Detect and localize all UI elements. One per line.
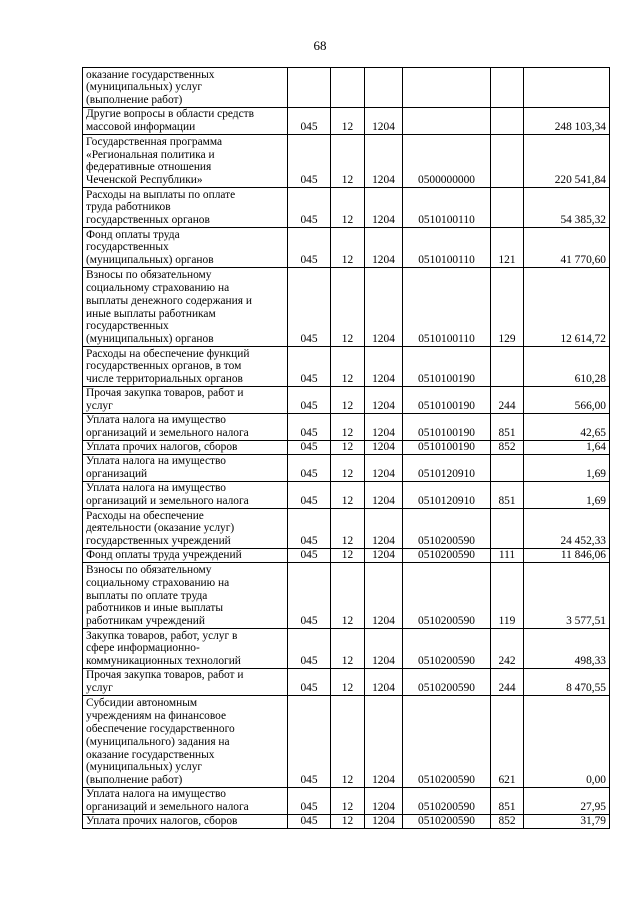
table-row — [83, 347, 610, 387]
section-code-cell: 12 — [331, 815, 365, 829]
section-code-cell: 12 — [331, 788, 365, 815]
item-name-cell: Уплата налога на имущество организаций и земельного налога — [83, 788, 288, 815]
expense-type-cell: 851 — [491, 482, 524, 509]
table-row — [83, 629, 610, 669]
ministry-code-cell: 045 — [288, 696, 331, 788]
subsection-code-cell: 1204 — [365, 696, 403, 788]
section-code-cell: 12 — [331, 482, 365, 509]
section-code-cell: 12 — [331, 549, 365, 563]
item-name-cell: Прочая закупка товаров, работ и услуг — [83, 669, 288, 696]
item-name-cell: Субсидии автономным учреждениям на финансовое обеспечение государственного (муниципального) задания на оказание государственных (муниципальных) услуг (выполнение работ) — [83, 696, 288, 788]
table-row — [83, 228, 610, 268]
item-name-cell: Уплата налога на имущество организаций и земельного налога — [83, 482, 288, 509]
expense-type-cell: 119 — [491, 563, 524, 629]
amount-cell: 8 470,55 — [524, 669, 610, 696]
expense-type-cell: 852 — [491, 441, 524, 455]
expense-type-cell — [491, 347, 524, 387]
table-row — [83, 135, 610, 188]
table-row — [83, 108, 610, 135]
item-name-cell: Уплата налога на имущество организаций и земельного налога — [83, 414, 288, 441]
subsection-code-cell: 1204 — [365, 788, 403, 815]
section-code-cell: 12 — [331, 108, 365, 135]
subsection-code-cell: 1204 — [365, 268, 403, 347]
table-row — [83, 414, 610, 441]
budget-table-body — [83, 68, 610, 829]
amount-cell — [524, 68, 610, 108]
target-article-cell: 0510100190 — [403, 441, 491, 455]
item-name-cell: Государственная программа «Региональная политика и федеративные отношения Чеченской Республики» — [83, 135, 288, 188]
ministry-code-cell: 045 — [288, 188, 331, 228]
item-name-cell: Фонд оплаты труда государственных (муниципальных) органов — [83, 228, 288, 268]
subsection-code-cell: 1204 — [365, 815, 403, 829]
expense-type-cell — [491, 455, 524, 482]
section-code-cell: 12 — [331, 188, 365, 228]
amount-cell: 54 385,32 — [524, 188, 610, 228]
table-row — [83, 563, 610, 629]
target-article-cell: 0510200590 — [403, 788, 491, 815]
target-article-cell: 0510100110 — [403, 228, 491, 268]
amount-cell: 31,79 — [524, 815, 610, 829]
expense-type-cell: 621 — [491, 696, 524, 788]
ministry-code-cell: 045 — [288, 228, 331, 268]
section-code-cell: 12 — [331, 563, 365, 629]
table-row — [83, 68, 610, 108]
amount-cell: 41 770,60 — [524, 228, 610, 268]
target-article-cell — [403, 68, 491, 108]
subsection-code-cell: 1204 — [365, 188, 403, 228]
target-article-cell: 0510200590 — [403, 669, 491, 696]
expense-type-cell: 244 — [491, 669, 524, 696]
amount-cell: 1,69 — [524, 455, 610, 482]
subsection-code-cell: 1204 — [365, 135, 403, 188]
section-code-cell: 12 — [331, 414, 365, 441]
table-row — [83, 441, 610, 455]
target-article-cell: 0510200590 — [403, 815, 491, 829]
subsection-code-cell: 1204 — [365, 387, 403, 414]
section-code-cell — [331, 68, 365, 108]
subsection-code-cell — [365, 68, 403, 108]
expense-type-cell — [491, 135, 524, 188]
expense-type-cell: 852 — [491, 815, 524, 829]
table-row — [83, 788, 610, 815]
subsection-code-cell: 1204 — [365, 441, 403, 455]
target-article-cell: 0510200590 — [403, 629, 491, 669]
section-code-cell: 12 — [331, 135, 365, 188]
section-code-cell: 12 — [331, 455, 365, 482]
budget-table — [82, 67, 610, 829]
item-name-cell: оказание государственных (муниципальных) услуг (выполнение работ) — [83, 68, 288, 108]
section-code-cell: 12 — [331, 509, 365, 549]
item-name-cell: Расходы на обеспечение деятельности (оказание услуг) государственных учреждений — [83, 509, 288, 549]
item-name-cell: Уплата прочих налогов, сборов — [83, 815, 288, 829]
ministry-code-cell: 045 — [288, 788, 331, 815]
table-row — [83, 549, 610, 563]
table-row — [83, 455, 610, 482]
amount-cell: 12 614,72 — [524, 268, 610, 347]
target-article-cell: 0510120910 — [403, 455, 491, 482]
ministry-code-cell: 045 — [288, 549, 331, 563]
section-code-cell: 12 — [331, 268, 365, 347]
expense-type-cell — [491, 108, 524, 135]
expense-type-cell — [491, 509, 524, 549]
expense-type-cell — [491, 188, 524, 228]
subsection-code-cell: 1204 — [365, 563, 403, 629]
amount-cell: 24 452,33 — [524, 509, 610, 549]
amount-cell: 42,65 — [524, 414, 610, 441]
subsection-code-cell: 1204 — [365, 509, 403, 549]
subsection-code-cell: 1204 — [365, 108, 403, 135]
expense-type-cell: 121 — [491, 228, 524, 268]
section-code-cell: 12 — [331, 441, 365, 455]
ministry-code-cell: 045 — [288, 268, 331, 347]
expense-type-cell: 242 — [491, 629, 524, 669]
item-name-cell: Уплата налога на имущество организаций — [83, 455, 288, 482]
target-article-cell: 0510100110 — [403, 268, 491, 347]
page-number: 68 — [313, 38, 327, 53]
target-article-cell: 0510200590 — [403, 696, 491, 788]
ministry-code-cell: 045 — [288, 669, 331, 696]
table-row — [83, 387, 610, 414]
subsection-code-cell: 1204 — [365, 629, 403, 669]
item-name-cell: Уплата прочих налогов, сборов — [83, 441, 288, 455]
table-row — [83, 696, 610, 788]
subsection-code-cell: 1204 — [365, 414, 403, 441]
expense-type-cell: 851 — [491, 414, 524, 441]
section-code-cell: 12 — [331, 669, 365, 696]
ministry-code-cell: 045 — [288, 455, 331, 482]
ministry-code-cell: 045 — [288, 135, 331, 188]
item-name-cell: Фонд оплаты труда учреждений — [83, 549, 288, 563]
subsection-code-cell: 1204 — [365, 347, 403, 387]
target-article-cell: 0510200590 — [403, 563, 491, 629]
ministry-code-cell: 045 — [288, 629, 331, 669]
subsection-code-cell: 1204 — [365, 482, 403, 509]
expense-type-cell: 129 — [491, 268, 524, 347]
amount-cell: 498,33 — [524, 629, 610, 669]
table-row — [83, 188, 610, 228]
target-article-cell: 0510200590 — [403, 509, 491, 549]
section-code-cell: 12 — [331, 228, 365, 268]
target-article-cell: 0510100190 — [403, 347, 491, 387]
target-article-cell: 0510100110 — [403, 188, 491, 228]
table-row — [83, 815, 610, 829]
item-name-cell: Прочая закупка товаров, работ и услуг — [83, 387, 288, 414]
target-article-cell: 0510100190 — [403, 387, 491, 414]
subsection-code-cell: 1204 — [365, 549, 403, 563]
item-name-cell: Взносы по обязательному социальному страхованию на выплаты денежного содержания и иные выплаты работникам государственных (муниципальных) органов — [83, 268, 288, 347]
section-code-cell: 12 — [331, 696, 365, 788]
target-article-cell: 0510100190 — [403, 414, 491, 441]
item-name-cell: Другие вопросы в области средств массовой информации — [83, 108, 288, 135]
ministry-code-cell: 045 — [288, 815, 331, 829]
amount-cell: 27,95 — [524, 788, 610, 815]
target-article-cell: 0510120910 — [403, 482, 491, 509]
section-code-cell: 12 — [331, 387, 365, 414]
amount-cell: 1,64 — [524, 441, 610, 455]
table-row — [83, 669, 610, 696]
item-name-cell: Взносы по обязательному социальному страхованию на выплаты по оплате труда работников и иные выплаты работникам учреждений — [83, 563, 288, 629]
ministry-code-cell: 045 — [288, 347, 331, 387]
ministry-code-cell: 045 — [288, 563, 331, 629]
ministry-code-cell: 045 — [288, 108, 331, 135]
amount-cell: 11 846,06 — [524, 549, 610, 563]
table-row — [83, 268, 610, 347]
item-name-cell: Расходы на обеспечение функций государственных органов, в том числе территориальных органов — [83, 347, 288, 387]
expense-type-cell: 244 — [491, 387, 524, 414]
amount-cell: 248 103,34 — [524, 108, 610, 135]
amount-cell: 1,69 — [524, 482, 610, 509]
target-article-cell: 0510200590 — [403, 549, 491, 563]
ministry-code-cell — [288, 68, 331, 108]
amount-cell: 566,00 — [524, 387, 610, 414]
expense-type-cell — [491, 68, 524, 108]
item-name-cell: Расходы на выплаты по оплате труда работников государственных органов — [83, 188, 288, 228]
expense-type-cell: 851 — [491, 788, 524, 815]
section-code-cell: 12 — [331, 347, 365, 387]
table-row — [83, 509, 610, 549]
amount-cell: 0,00 — [524, 696, 610, 788]
subsection-code-cell: 1204 — [365, 669, 403, 696]
ministry-code-cell: 045 — [288, 414, 331, 441]
amount-cell: 220 541,84 — [524, 135, 610, 188]
amount-cell: 3 577,51 — [524, 563, 610, 629]
ministry-code-cell: 045 — [288, 482, 331, 509]
target-article-cell: 0500000000 — [403, 135, 491, 188]
table-row — [83, 482, 610, 509]
ministry-code-cell: 045 — [288, 387, 331, 414]
section-code-cell: 12 — [331, 629, 365, 669]
subsection-code-cell: 1204 — [365, 228, 403, 268]
amount-cell: 610,28 — [524, 347, 610, 387]
expense-type-cell: 111 — [491, 549, 524, 563]
subsection-code-cell: 1204 — [365, 455, 403, 482]
ministry-code-cell: 045 — [288, 441, 331, 455]
item-name-cell: Закупка товаров, работ, услуг в сфере информационно- коммуникационных технологий — [83, 629, 288, 669]
ministry-code-cell: 045 — [288, 509, 331, 549]
target-article-cell — [403, 108, 491, 135]
